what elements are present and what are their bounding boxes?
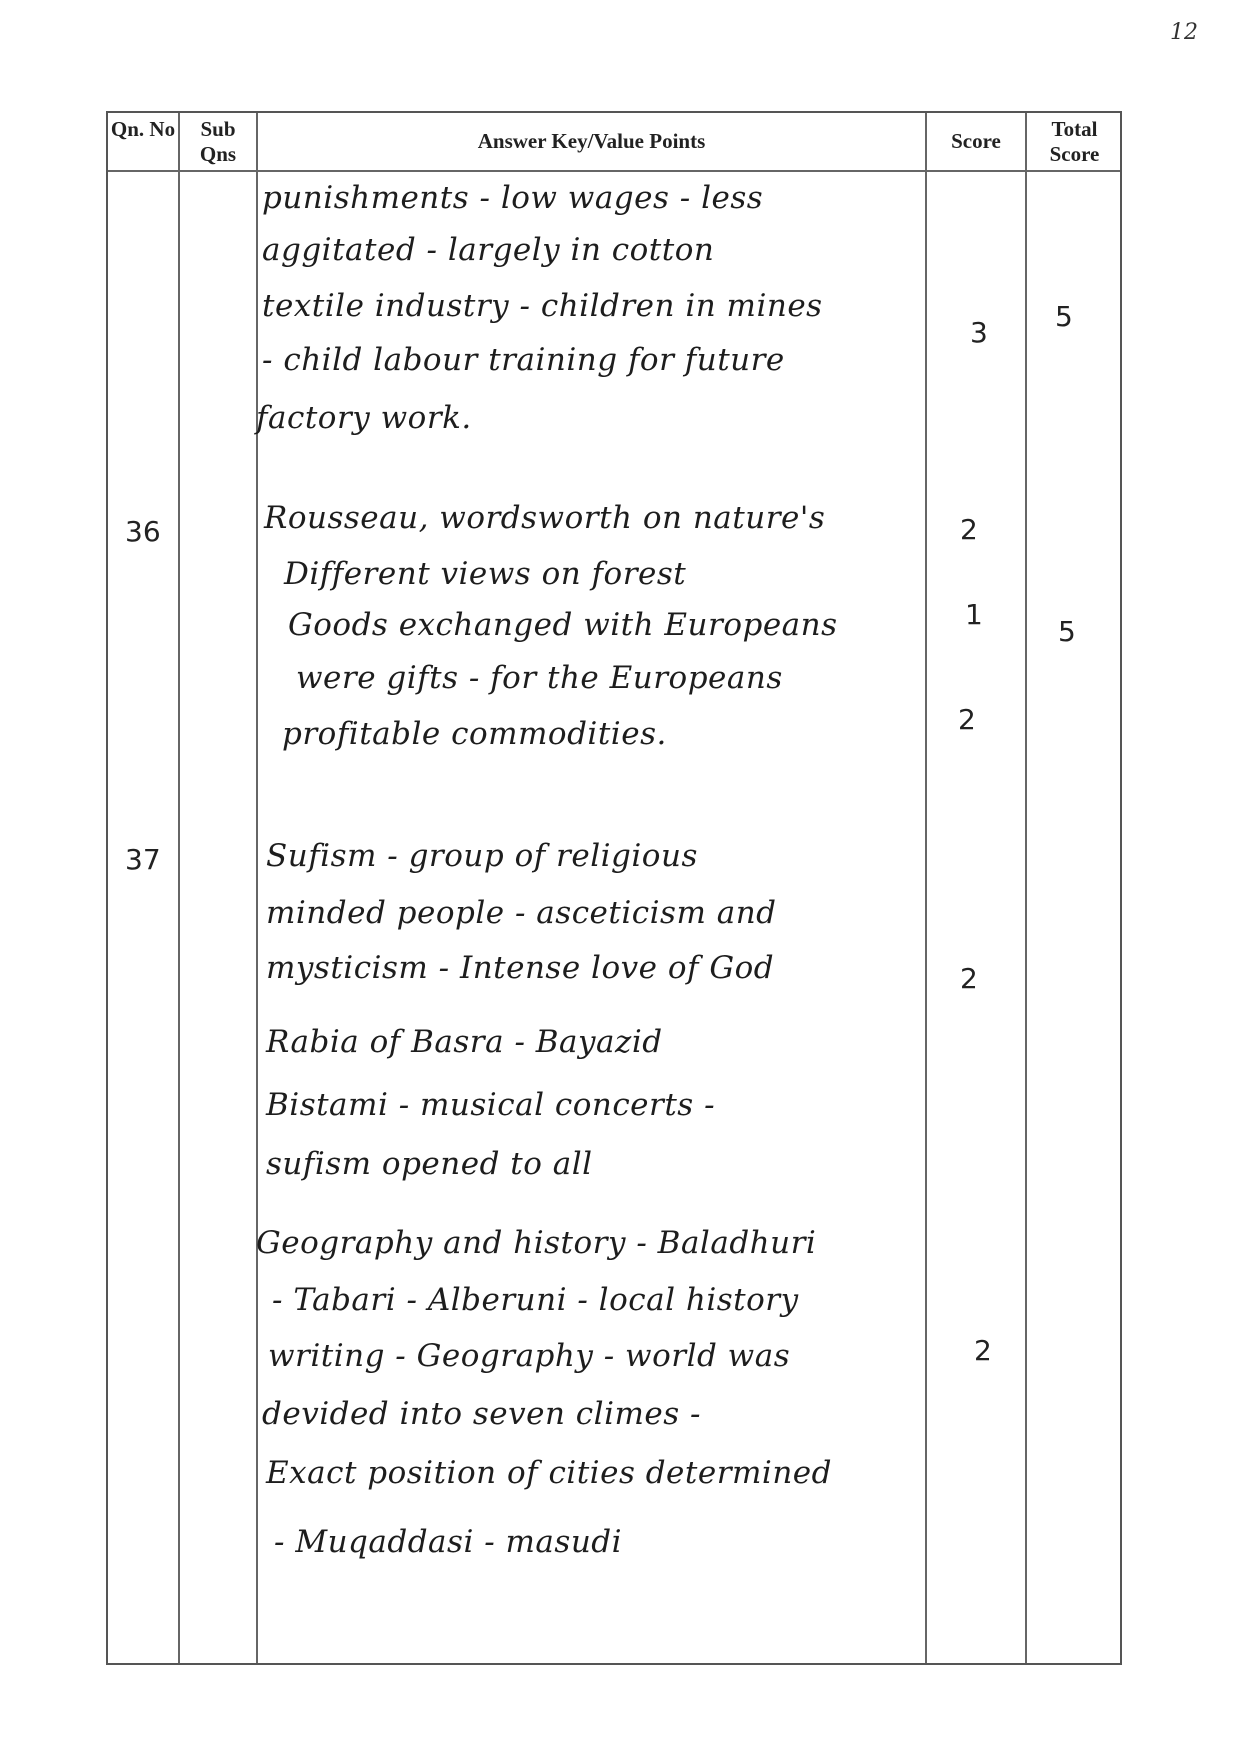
answer-line: aggitated - largely in cotton [262, 232, 715, 268]
header-sub-qns: Sub Qns [199, 117, 237, 166]
column-divider [256, 113, 258, 1663]
answer-line: Geography and history - Baladhuri [256, 1225, 817, 1261]
header-qn-no: Qn. No [110, 117, 176, 141]
answer-line: devided into seven climes - [262, 1396, 701, 1432]
header-answer-key: Answer Key/Value Points [477, 129, 706, 153]
answer-line: Exact position of cities determined [266, 1455, 832, 1491]
question-number: 36 [125, 515, 161, 548]
answer-line: - Muqaddasi - masudi [274, 1524, 623, 1560]
answer-line: factory work. [256, 400, 472, 436]
page-number: 12 [1170, 20, 1198, 45]
answer-line: writing - Geography - world was [268, 1338, 791, 1374]
column-divider [1025, 113, 1027, 1663]
question-number: 37 [125, 843, 161, 876]
answer-line: Rousseau, wordsworth on nature's [264, 500, 826, 536]
answer-line: Bistami - musical concerts - [266, 1087, 716, 1123]
score-value: 1 [965, 598, 983, 631]
answer-line: profitable commodities. [282, 716, 667, 752]
header-score: Score [951, 129, 1001, 153]
answer-line: Sufism - group of religious [266, 838, 698, 874]
score-value: 3 [970, 316, 988, 349]
header-divider [108, 170, 1120, 172]
answer-line: - Tabari - Alberuni - local history [272, 1282, 799, 1318]
answer-line: - child labour training for future [262, 342, 785, 378]
answer-line: Rabia of Basra - Bayazid [266, 1024, 663, 1060]
answer-line: Different views on forest [284, 556, 687, 592]
score-value: 2 [960, 962, 978, 995]
header-total-score: Total Score [1049, 117, 1100, 166]
score-value: 2 [958, 703, 976, 736]
total-score-value: 5 [1055, 300, 1073, 333]
answer-line: were gifts - for the Europeans [296, 660, 783, 696]
answer-line: punishments - low wages - less [262, 180, 764, 216]
answer-line: minded people - asceticism and [266, 895, 777, 931]
total-score-value: 5 [1058, 615, 1076, 648]
answer-line: textile industry - children in mines [262, 288, 823, 324]
answer-line: Goods exchanged with Europeans [288, 607, 838, 643]
column-divider [925, 113, 927, 1663]
answer-line: mysticism - Intense love of God [266, 950, 775, 986]
score-value: 2 [974, 1334, 992, 1367]
column-divider [178, 113, 180, 1663]
score-value: 2 [960, 513, 978, 546]
answer-line: sufism opened to all [266, 1146, 593, 1182]
